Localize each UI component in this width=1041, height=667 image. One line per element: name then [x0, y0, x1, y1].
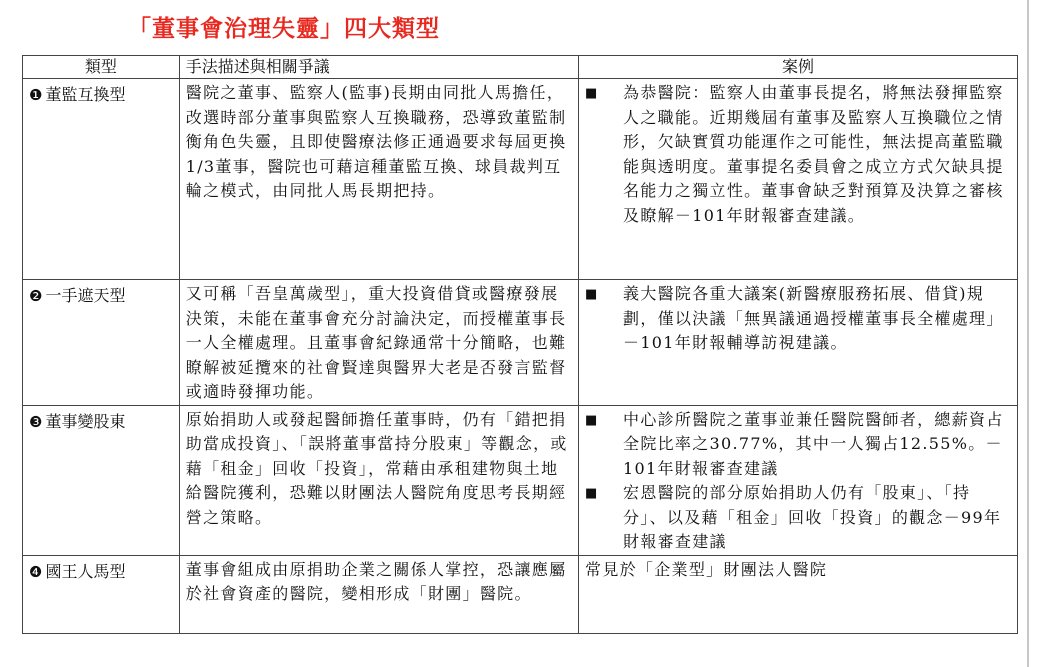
case-item — [585, 481, 1011, 555]
header-description: 手法描述與相關爭議 — [179, 56, 578, 79]
cases-cell — [579, 405, 1018, 555]
description-cell — [179, 555, 578, 633]
description-cell — [179, 280, 578, 406]
description-text: 董事會組成由原捐助企業之關係人掌控，恐讓應屬於社會資產的醫院，變相形成「財團」醫院。 — [185, 559, 567, 603]
type-cell — [23, 280, 180, 406]
cases-cell — [579, 79, 1018, 280]
table-row — [23, 280, 1018, 406]
type-label: 董事變股東 — [45, 411, 126, 431]
number-2-icon: ❷ — [29, 287, 43, 305]
type-label: 董監互換型 — [45, 85, 126, 104]
table-row — [23, 405, 1018, 555]
type-cell — [23, 405, 180, 555]
case-text: 宏恩醫院的部分原始捐助人仍有「股東」、「持分」、以及藉「租金」回收「投資」的觀念－99年財報審查建議 — [623, 483, 1002, 551]
description-cell — [179, 79, 578, 280]
table-header-row — [23, 56, 1018, 79]
case-item — [585, 408, 1011, 482]
number-4-icon: ❹ — [29, 562, 43, 581]
square-bullet-icon: ■ — [585, 412, 599, 428]
type-label: 一手遮天型 — [45, 286, 126, 305]
number-3-icon: ❸ — [29, 412, 43, 431]
case-text: 中心診所醫院之董事並兼任醫院醫師者，總薪資占全院比率之30.77%，其中一人獨占12.55%。－101年財報審查建議 — [623, 409, 1004, 478]
case-item — [585, 81, 1011, 228]
cases-cell — [579, 555, 1018, 633]
case-text: 義大醫院各重大議案(新醫療服務拓展、借貸)規劃，僅以決議「無異議通過授權董事長全權處理」－101年財報輔導訪視建議。 — [623, 284, 1004, 352]
type-cell — [23, 79, 180, 280]
table-row — [23, 555, 1018, 633]
cases-cell — [579, 280, 1018, 406]
page-edge-divider — [1027, 0, 1029, 667]
description-text: 原始捐助人或發起醫師擔任董事時，仍有「錯把捐助當成投資」、「誤將董事當持分股東」等觀念，或藉「租金」回收「投資」，常藉由承租建物與土地給醫院獲利，恐難以財團法人醫院角度思考長期經營之策略。 — [185, 409, 568, 527]
description-text: 醫院之董事、監察人(監事)長期由同批人馬擔任，改選時部分董事與監察人互換職務，恐導致董監制衡角色失靈，且即使醫療法修正通過要求每屆更換1/3董事，醫院也可藉這種董監互換、球員裁判互輪之模式，由同批人馬長期把持。 — [185, 83, 567, 200]
type-label: 國王人馬型 — [45, 561, 126, 581]
square-bullet-icon: ■ — [585, 486, 599, 501]
case-text: 為恭醫院：監察人由董事長提名，將無法發揮監察人之職能。近期幾屆有董事及監察人互換職位之情形，欠缺實質功能運作之可能性，無法提高董監職能與透明度。董事提名委員會之成立方式欠缺具提名能力之獨立性。董事會缺乏對預算及決算之審核及瞭解－101年財報審查建議。 — [623, 83, 1004, 225]
header-type: 類型 — [23, 56, 180, 79]
governance-failure-table — [22, 55, 1018, 634]
number-1-icon: ❶ — [29, 86, 43, 104]
page-title: 「董事會治理失靈」四大類型 — [128, 16, 440, 42]
type-cell — [23, 555, 180, 633]
case-text: 常見於「企業型」財團法人醫院 — [585, 559, 828, 579]
description-cell — [179, 405, 578, 555]
square-bullet-icon: ■ — [585, 287, 599, 302]
header-cases: 案例 — [579, 56, 1018, 79]
description-text: 又可稱「吾皇萬歲型」，重大投資借貸或醫療發展決策，未能在董事會充分討論決定，而授權董事長一人全權處理。且董事會紀錄通常十分簡略，也難瞭解被延攬來的社會賢達與醫界大老是否發言監督或適時發揮功能。 — [185, 284, 567, 401]
square-bullet-icon: ■ — [585, 86, 599, 101]
table-row — [23, 79, 1018, 280]
case-item — [585, 282, 1011, 356]
